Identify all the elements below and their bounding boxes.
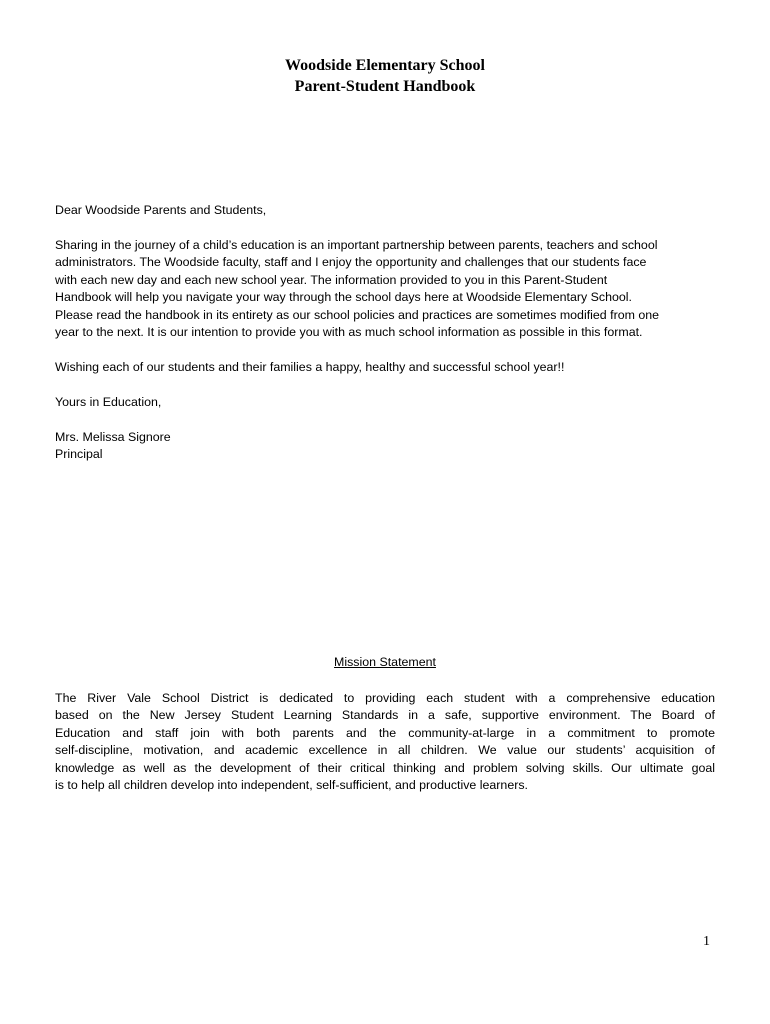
mission-line: The River Vale School District is dedicated to providing each student with a comprehensive education — [55, 691, 715, 705]
mission-line: knowledge as well as the development of their critical thinking and problem solving skills. Our ultimate goal — [55, 760, 715, 775]
paragraph-line: with each new day and each new school year. The information provided to you in this Parent-Student — [55, 272, 608, 287]
document-subtitle: Parent-Student Handbook — [294, 78, 476, 95]
signer-title: Principal — [55, 447, 103, 461]
letter-closing: Yours in Education, — [55, 395, 162, 409]
paragraph-line: Sharing in the journey of a child’s education is an important partnership between parents, teachers and school — [55, 238, 658, 252]
mission-line: Education and staff join with both parents and the community-at-large in a commitment to promote — [55, 725, 715, 740]
mission-line: based on the New Jersey Student Learning Standards in a safe, supportive environment. The Board of — [55, 708, 715, 723]
signer-name: Mrs. Melissa Signore — [55, 430, 171, 444]
mission-paragraph — [55, 690, 715, 794]
paragraph-line: administrators. The Woodside faculty, staff and I enjoy the opportunity and challenges that our students face — [55, 255, 647, 270]
mission-line: is to help all children develop into independent, self-sufficient, and productive learners. — [55, 778, 528, 793]
paragraph-line: Handbook will help you navigate your way through the school days here at Woodside Elementary School. — [55, 290, 632, 305]
mission-heading: Mission Statement — [334, 655, 436, 669]
letter-wishes: Wishing each of our students and their families a happy, healthy and successful school year!! — [55, 360, 565, 374]
paragraph-line: Please read the handbook in its entirety as our school policies and practices are sometimes modified from one — [55, 307, 660, 322]
letter-salutation: Dear Woodside Parents and Students, — [55, 203, 267, 217]
document-title: Woodside Elementary School — [284, 57, 485, 74]
mission-line: self-discipline, motivation, and academic excellence in all children. We value our students’ acquisition of — [55, 743, 715, 758]
letter-paragraph — [55, 237, 732, 341]
page-number: 1 — [703, 934, 710, 949]
paragraph-line: year to the next. It is our intention to provide you with as much school information as possible in this format. — [55, 325, 643, 340]
